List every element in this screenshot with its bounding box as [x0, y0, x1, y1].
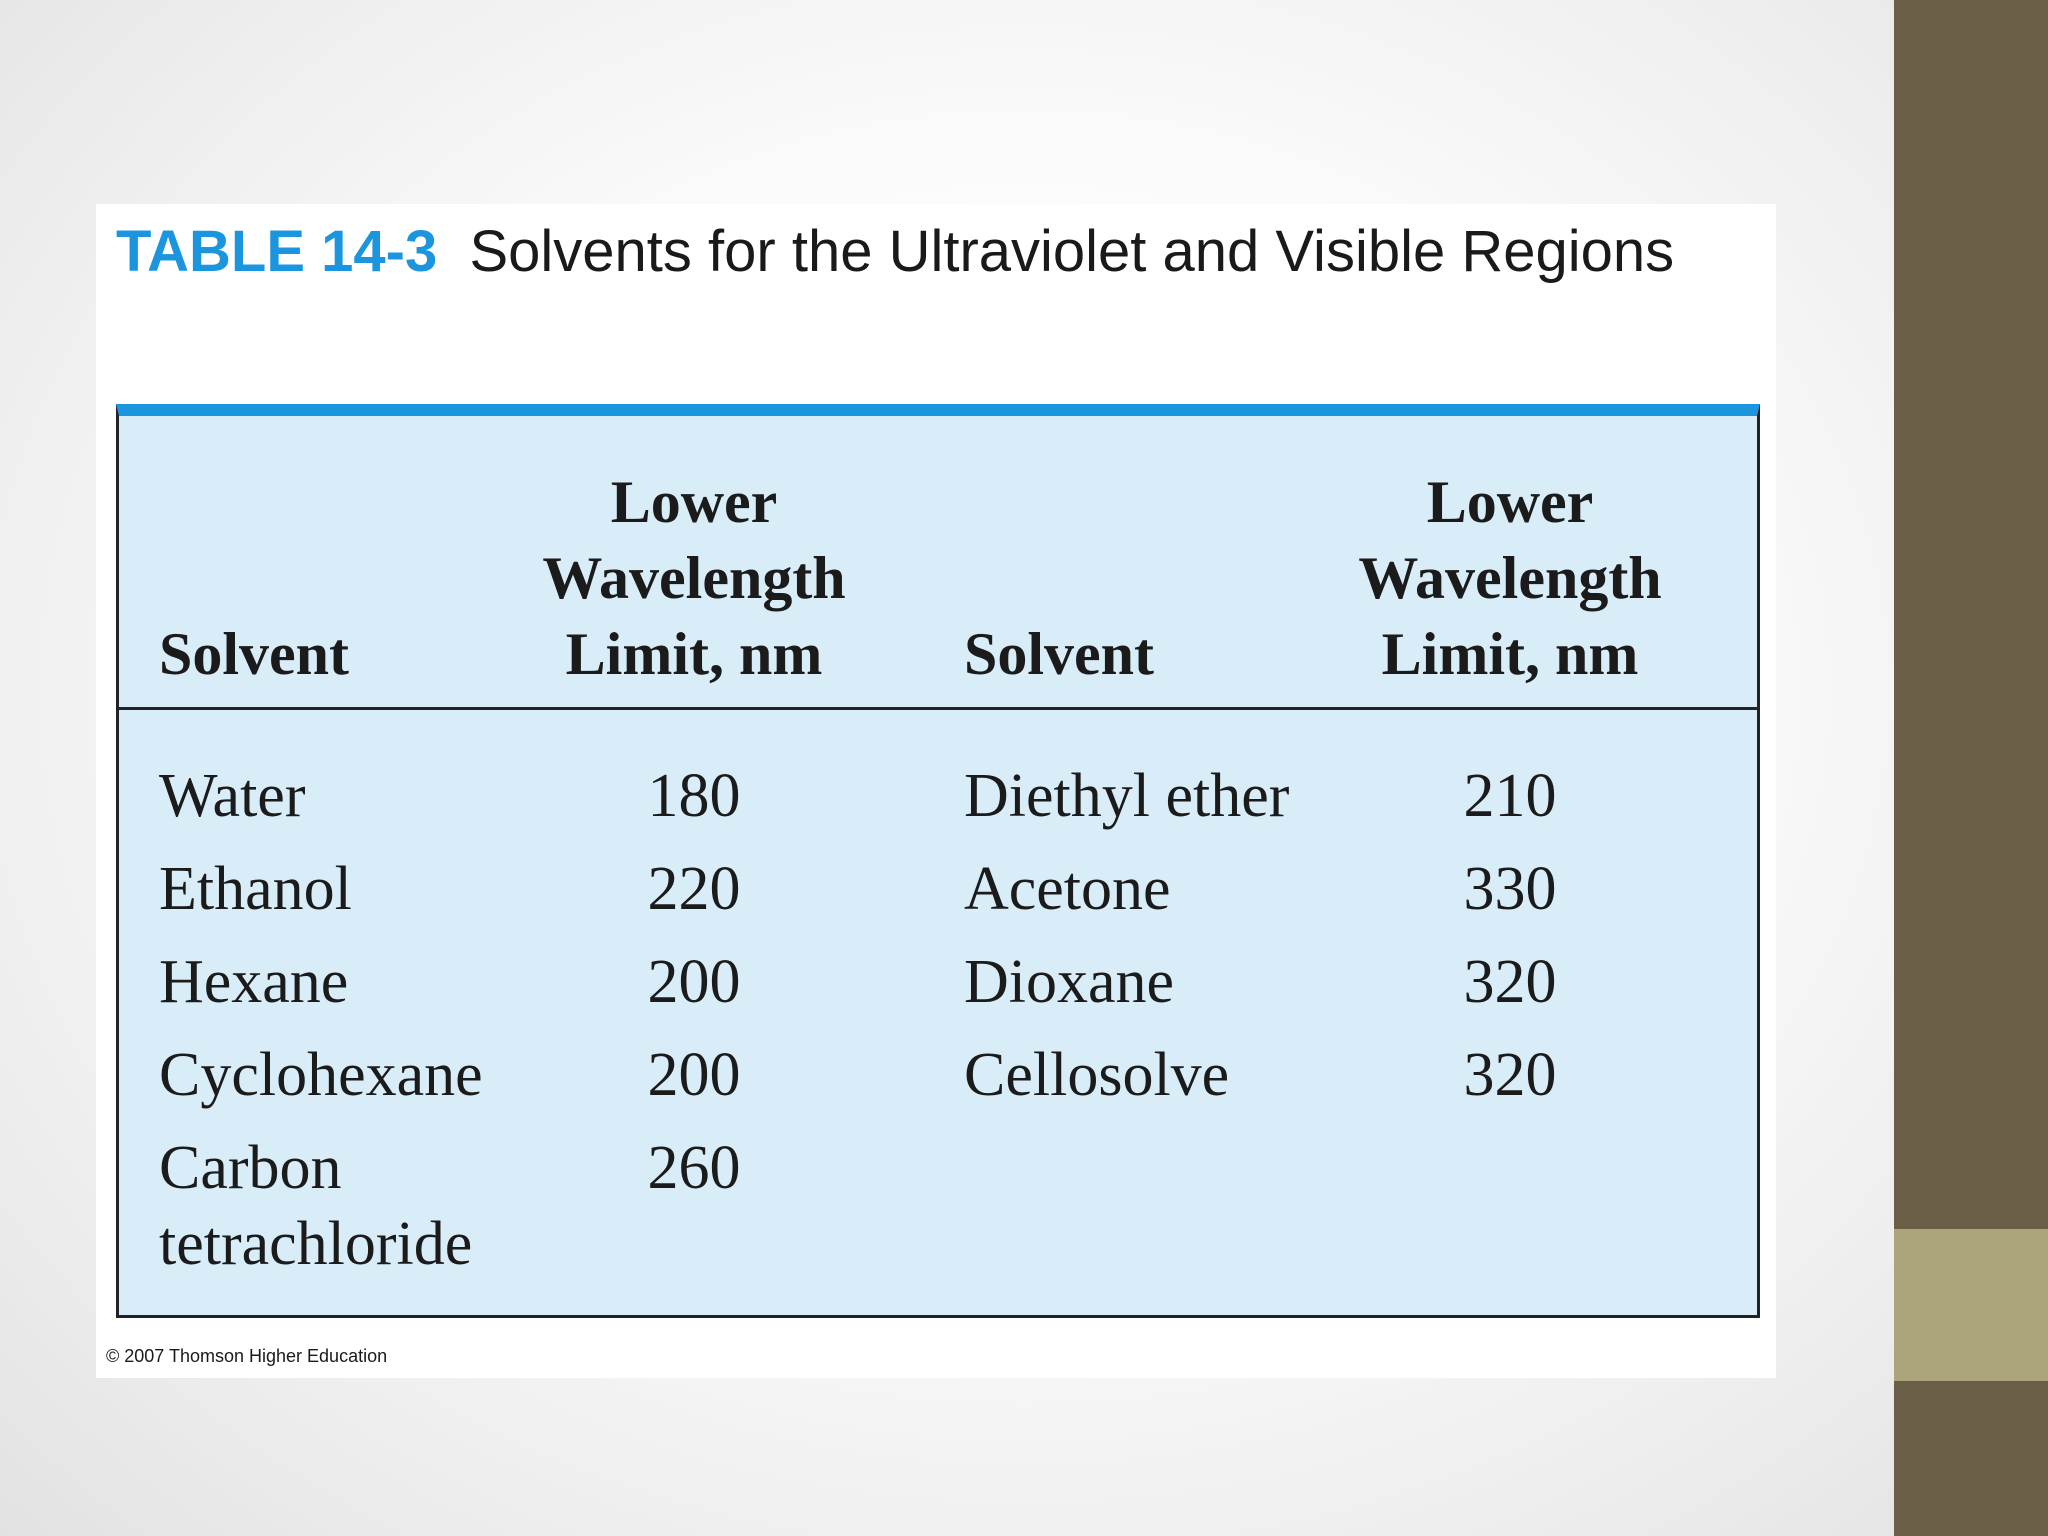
table-figure [96, 204, 1776, 1378]
table-cell-limit: 200 [647, 1041, 741, 1109]
table-cell-solvent: Water [159, 762, 306, 830]
table-cell-limit: 210 [1463, 762, 1557, 830]
table-header [119, 416, 1757, 710]
table-cell-solvent: Acetone [964, 855, 1171, 923]
table-title [116, 210, 1676, 294]
table-cell-solvent: Carbon [159, 1134, 342, 1202]
table-cell-limit: 330 [1463, 855, 1557, 923]
table-cell-solvent: Cyclohexane [159, 1041, 483, 1109]
table-cell-limit: 220 [647, 855, 741, 923]
table-cell-limit: 320 [1463, 1041, 1557, 1109]
table-cell-solvent: Diethyl ether [964, 762, 1290, 830]
table-caption: Solvents for the Ultraviolet and Visible Regions [469, 219, 1675, 284]
table-cell-limit: 260 [647, 1134, 741, 1202]
table-cell-limit: 180 [647, 762, 741, 830]
table-cell-solvent-cont: tetrachloride [159, 1210, 473, 1278]
header-solvent-right: Solvent [964, 621, 1155, 687]
table-number: TABLE 14-3 [116, 219, 438, 284]
copyright-note: © 2007 Thomson Higher Education [106, 1346, 388, 1366]
header-solvent-left: Solvent [159, 621, 350, 687]
header-limit-right: Lower Wavelength Limit, nm [1358, 469, 1662, 687]
table-cell-limit: 320 [1463, 948, 1557, 1016]
solvents-table [116, 404, 1760, 1318]
side-panel-accent [1894, 1229, 2048, 1381]
table-cell-solvent: Hexane [159, 948, 349, 1016]
table-cell-solvent: Dioxane [964, 948, 1175, 1016]
header-limit-left: Lower Wavelength Limit, nm [542, 469, 846, 687]
table-cell-solvent: Ethanol [159, 855, 352, 923]
table-cell-solvent: Cellosolve [964, 1041, 1230, 1109]
table-cell-limit: 200 [647, 948, 741, 1016]
